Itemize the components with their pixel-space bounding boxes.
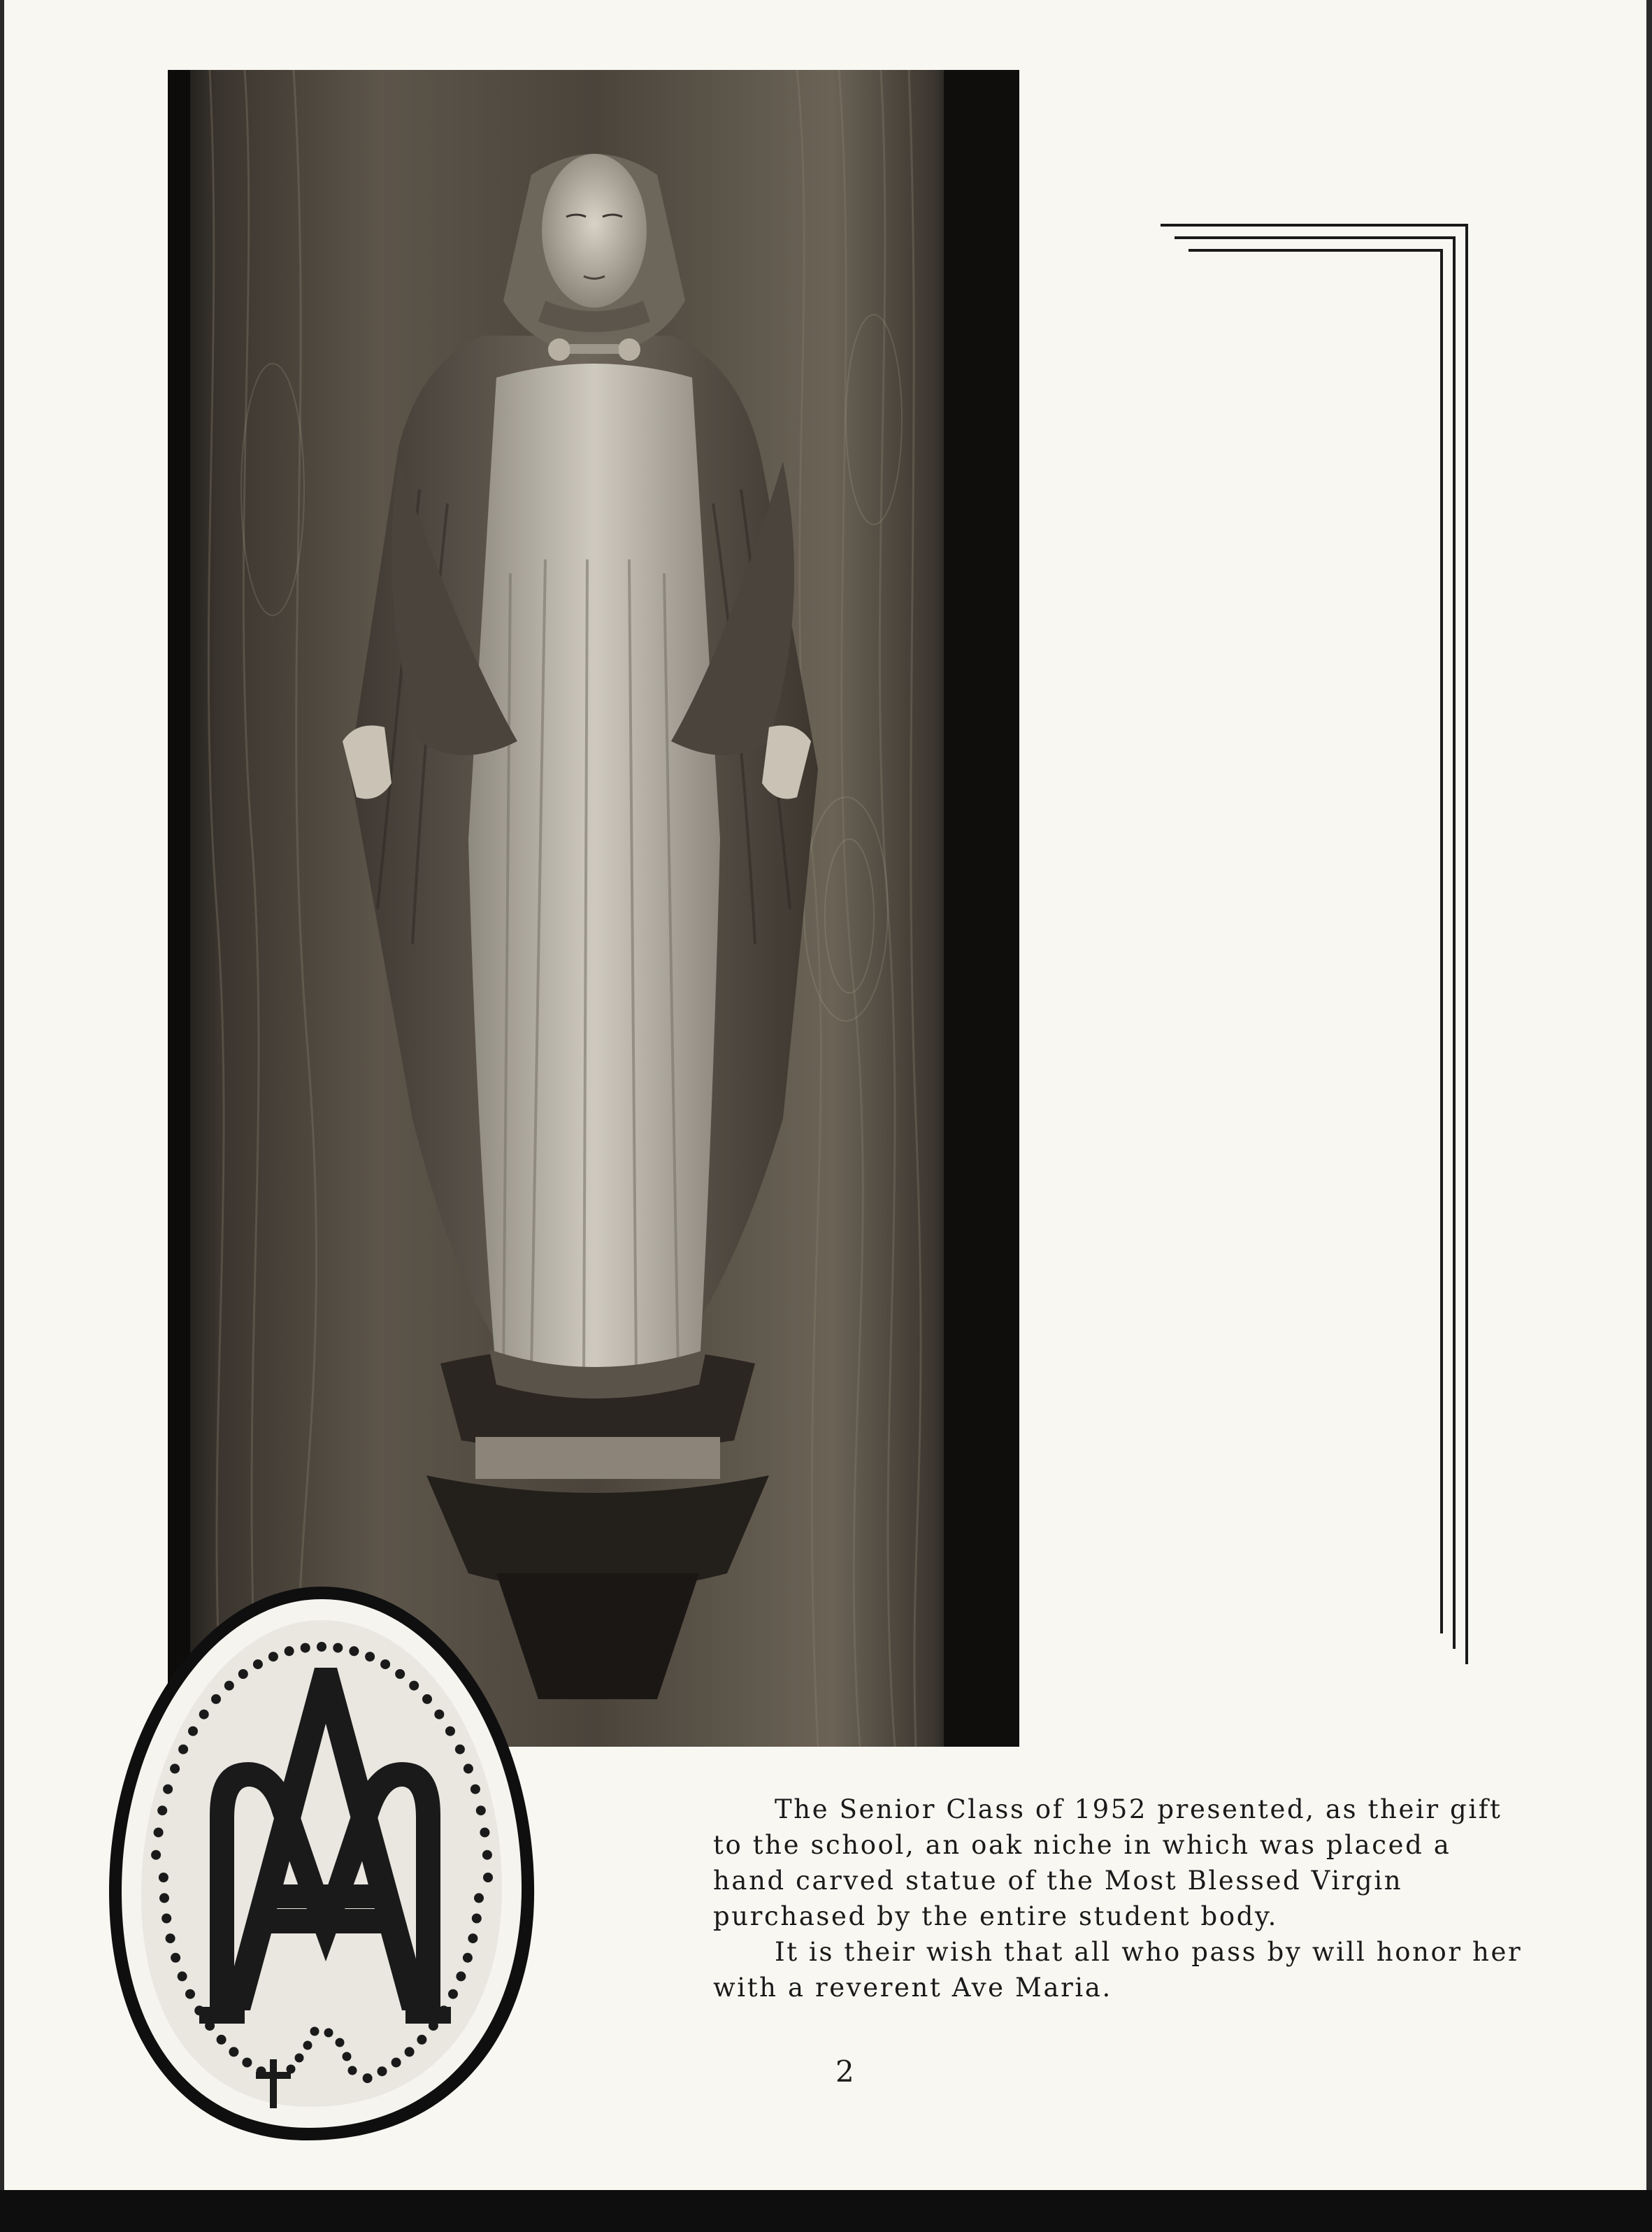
rosary-bead	[154, 1828, 164, 1838]
rosary-bead	[480, 1828, 489, 1838]
rosary-bead	[333, 1643, 343, 1653]
rosary-bead	[166, 1933, 175, 1943]
rosary-bead	[464, 1764, 473, 1773]
scan-edge-left	[0, 0, 4, 2232]
rosary-bead	[395, 1669, 405, 1679]
caption-paragraph-1: The Senior Class of 1952 presented, as their gift to the school, an oak niche in which was placed a hand carved statue of the Most Blessed Virgin purchased by the entire student body.	[713, 1794, 1502, 1931]
rosary-bead	[472, 1914, 482, 1924]
rosary-bead	[482, 1850, 492, 1860]
rosary-bead	[405, 2047, 415, 2056]
caption-text-block	[713, 1791, 1524, 2005]
rosary-bead	[474, 1893, 484, 1903]
rosary-bead	[159, 1893, 169, 1903]
rosary-bead	[463, 1953, 473, 1963]
rosary-bead	[471, 1784, 480, 1794]
rosary-bead	[178, 1971, 187, 1981]
rosary-bead	[483, 1873, 493, 1882]
rosary-bead	[445, 1726, 455, 1736]
rosary-bead	[448, 1989, 458, 1999]
ave-maria-monogram-medallion	[105, 1584, 538, 2143]
rosary-bead	[285, 1646, 294, 1656]
rosary-bead	[363, 2073, 373, 2083]
rosary-bead	[365, 1652, 375, 1661]
rosary-bead	[229, 2047, 238, 2056]
rosary-bead	[217, 2035, 227, 2045]
rosary-bead	[178, 1745, 188, 1754]
rosary-bead	[238, 1669, 248, 1679]
rosary-bead	[242, 2058, 252, 2068]
rosary-bead	[349, 1646, 359, 1656]
rosary-bead	[171, 1953, 180, 1963]
rosary-bead	[380, 1659, 390, 1669]
rosary-bead	[157, 1805, 167, 1815]
rosary-bead	[199, 1710, 209, 1719]
rosary-bead	[417, 2035, 426, 2045]
rosary-bead	[185, 1989, 195, 1999]
rosary-bead	[468, 1933, 477, 1943]
rosary-bead	[224, 1681, 234, 1691]
rosary-bead	[211, 1694, 221, 1704]
scan-edge-bottom	[0, 2190, 1652, 2232]
rosary-bead	[456, 1971, 466, 1981]
rosary-bead	[159, 1873, 168, 1882]
rosary-bead	[253, 1659, 263, 1669]
rosary-bead	[268, 1652, 278, 1661]
rosary-bead	[317, 1642, 326, 1652]
rosary-bead	[163, 1784, 173, 1794]
rosary-bead	[188, 1726, 198, 1736]
rosary-bead	[409, 1681, 419, 1691]
scan-edge-right	[1646, 0, 1652, 2232]
rosary-bead	[151, 1850, 161, 1860]
decorative-frame-lines	[1147, 222, 1475, 1670]
rosary-bead	[378, 2066, 387, 2076]
rosary-bead	[170, 1764, 180, 1773]
caption-paragraph-2: It is their wish that all who pass by will honor her with a reverent Ave Maria.	[713, 1937, 1523, 2003]
rosary-bead	[392, 2058, 401, 2068]
statue-photograph	[168, 70, 1019, 1747]
page-number: 2	[835, 2054, 854, 2089]
rosary-bead	[422, 1694, 432, 1704]
rosary-bead	[161, 1914, 171, 1924]
rosary-bead	[301, 1643, 310, 1653]
rosary-bead	[455, 1745, 465, 1754]
rosary-bead	[434, 1710, 444, 1719]
rosary-bead	[476, 1805, 486, 1815]
